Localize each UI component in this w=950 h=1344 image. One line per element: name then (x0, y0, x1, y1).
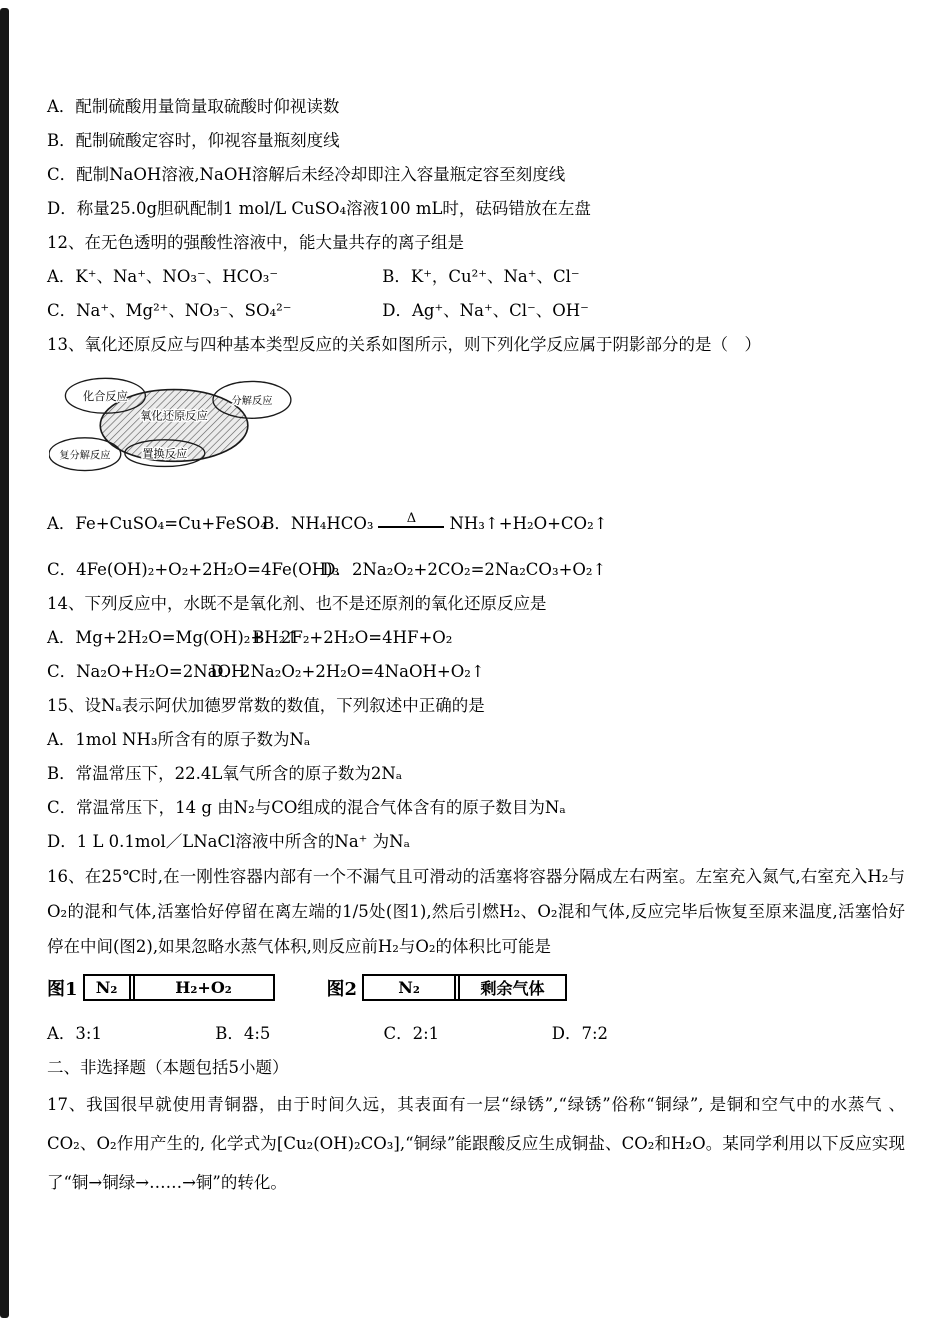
q15-option-b: B．常温常压下，22.4L氧气所含的原子数为2Nₐ (47, 764, 403, 783)
venn-decomposition-label: 分解反应 (231, 394, 273, 407)
q16-option-c: C．2:1 (383, 1024, 440, 1043)
q13-option-d: D．2Na₂O₂+2CO₂=2Na₂CO₃+O₂↑ (322, 560, 607, 579)
fig1-label: 图1 (47, 978, 78, 1000)
question-13 (47, 328, 905, 587)
q13-stem: 13、氧化还原反应与四种基本类型反应的关系如图所示，则下列化学反应属于阴影部分的是（ ） (47, 335, 761, 354)
q16-options-row (47, 1017, 905, 1051)
exam-content (47, 90, 905, 1202)
fig2-right-gas: 剩余气体 (480, 979, 545, 998)
question-17 (47, 1085, 905, 1202)
delta-symbol: Δ (406, 511, 417, 526)
venn-combination-label: 化合反应 (82, 389, 128, 403)
heated-equals-sign (378, 511, 444, 528)
q13-option-a: A．Fe+CuSO₄=Cu+FeSO₄ (47, 514, 267, 533)
q17-stem: 17、我国很早就使用青铜器，由于时间久远，其表面有一层“绿锈”,“绿锈”俗称“铜绿”, 是铜和空气中的水蒸气 、CO₂、O₂作用产生的, 化学式为[Cu₂(OH)₂CO₃],“铜绿”能跟酸反应生成铜盐、CO₂和H₂O。某同学利用以下反应实现了“铜→铜绿→……→铜”的转化。 (47, 1095, 905, 1192)
q12-options-row-1 (47, 260, 905, 294)
q11-option-c: C．配制NaOH溶液,NaOH溶解后未经冷却即注入容量瓶定容至刻度线 (47, 165, 566, 184)
q11-option-a: A．配制硫酸用量筒量取硫酸时仰视读数 (47, 97, 340, 116)
q15-option-d: D．1 L 0.1mol／LNaCl溶液中所含的Na⁺ 为Nₐ (47, 832, 410, 851)
q13-option-b-products: NH₃↑+H₂O+CO₂↑ (449, 514, 608, 533)
q14-option-d: D．2Na₂O₂+2H₂O=4NaOH+O₂↑ (210, 662, 485, 681)
q16-option-b: B．4:5 (215, 1024, 271, 1043)
venn-metathesis-label: 复分解反应 (59, 449, 111, 462)
scan-edge-artifact (0, 8, 9, 1318)
venn-diagram (49, 370, 295, 483)
fig2-group (327, 974, 568, 1001)
q15-stem: 15、设Nₐ表示阿伏加德罗常数的数值，下列叙述中正确的是 (47, 696, 485, 715)
q14-stem: 14、下列反应中，水既不是氧化剂、也不是还原剂的氧化还原反应是 (47, 594, 547, 613)
question-15 (47, 689, 905, 859)
q12-options-row-2 (47, 294, 905, 328)
q16-stem: 16、在25℃时,在一刚性容器内部有一个不漏气且可滑动的活塞将容器分隔成左右两室。左室充入氮气,右室充入H₂与O₂的混和气体,活塞恰好停留在离左端的1/5处(图1),然后引燃H₂、O₂混和气体,反应完毕后恢复至原来温度,活塞恰好停在中间(图2),如果忽略水蒸气体积,则反应前H₂与O₂的体积比可能是 (47, 867, 905, 956)
question-11-options (47, 90, 905, 226)
q11-option-b: B．配制硫酸定容时，仰视容量瓶刻度线 (47, 131, 340, 150)
q15-option-c: C．常温常压下，14 g 由N₂与CO组成的混合气体含有的原子数目为Nₐ (47, 798, 566, 817)
fig2-label: 图2 (326, 978, 358, 1000)
q12-option-d: D．Ag⁺、Na⁺、Cl⁻、OH⁻ (382, 301, 589, 320)
q13-options-row-2 (47, 553, 905, 587)
q13-option-b (262, 511, 608, 533)
q15-option-a: A．1mol NH₃所含有的原子数为Nₐ (47, 730, 311, 749)
q13-option-b-reactant: B．NH₄HCO₃ (262, 514, 374, 533)
q14-option-a: A．Mg+2H₂O=Mg(OH)₂+H₂↑ (47, 628, 300, 647)
q11-option-d: D．称量25.0g胆矾配制1 mol/L CuSO₄溶液100 mL时，砝码错放在左盘 (47, 199, 591, 218)
fig1-left-gas: N₂ (95, 978, 118, 997)
q12-option-b: B．K⁺，Cu²⁺、Na⁺、Cl⁻ (382, 267, 580, 286)
q16-option-a: A．3:1 (47, 1024, 102, 1043)
q14-option-b: B．2F₂+2H₂O=4HF+O₂ (252, 628, 453, 647)
q14-options-row-1 (47, 621, 905, 655)
q16-option-d: D．7:2 (551, 1024, 609, 1043)
q13-option-c: C．4Fe(OH)₂+O₂+2H₂O=4Fe(OH)₃ (47, 560, 340, 579)
question-12 (47, 226, 905, 328)
fig2-left-gas: N₂ (398, 978, 420, 997)
question-14 (47, 587, 905, 689)
question-16 (47, 859, 905, 1051)
q14-option-c: C．Na₂O+H₂O=2NaOH (47, 662, 246, 681)
q13-options-row-1 (47, 507, 905, 541)
q16-figures (47, 974, 905, 1001)
q14-options-row-2 (47, 655, 905, 689)
section-2-header: 二、非选择题（本题包括5小题） (47, 1058, 289, 1077)
q12-option-a: A．K⁺、Na⁺、NO₃⁻、HCO₃⁻ (47, 267, 279, 286)
fig2-container (362, 974, 567, 1001)
venn-displacement-label: 置换反应 (142, 447, 188, 461)
q12-stem: 12、在无色透明的强酸性溶液中，能大量共存的离子组是 (47, 233, 464, 252)
fig1-container (83, 974, 275, 1001)
venn-redox-label: 氧化还原反应 (140, 409, 208, 423)
fig1-right-gas: H₂+O₂ (175, 978, 232, 997)
q12-option-c: C．Na⁺、Mg²⁺、NO₃⁻、SO₄²⁻ (47, 301, 292, 320)
